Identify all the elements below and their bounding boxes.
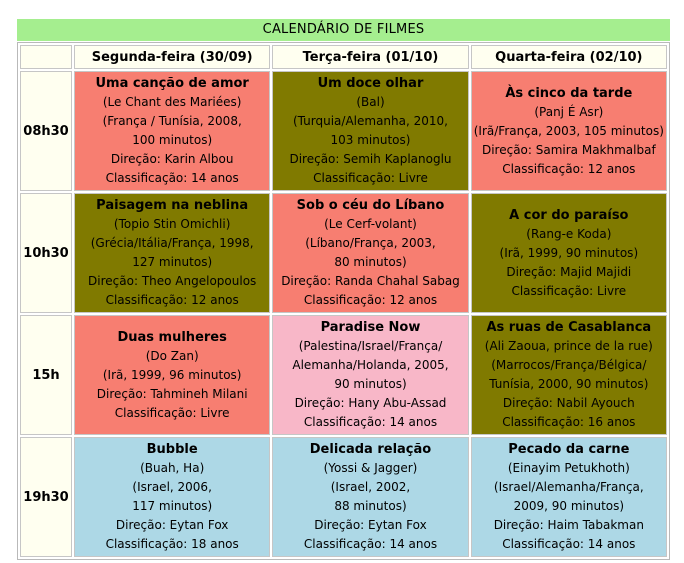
film-title: Um doce olhar (317, 76, 424, 91)
time-slot: 10h30 (20, 193, 72, 313)
film-cell (471, 193, 667, 313)
film-detail: 2009, 90 minutos) (513, 499, 625, 513)
film-detail: (Buah, Ha) (140, 461, 205, 475)
film-cell (272, 437, 468, 557)
film-detail: (Ali Zaoua, prince de la rue) (484, 339, 653, 353)
film-detail: Classificação: 18 anos (105, 537, 239, 551)
film-detail: Classificação: Livre (511, 283, 627, 298)
film-title: Paradise Now (320, 320, 421, 335)
film-detail: Tunísia, 2000, 90 minutos) (489, 377, 649, 391)
film-detail: (Einayim Petukhoth) (507, 461, 630, 475)
film-detail: Classificação: 14 anos (303, 537, 438, 551)
film-detail: (Israel, 2002, (330, 480, 411, 494)
film-title: Bubble (146, 442, 198, 457)
calendar-title: CALENDÁRIO DE FILMES (17, 19, 670, 41)
film-detail: Classificação: 14 anos (303, 415, 438, 429)
film-detail: (Irã/França, 2003, 105 minutos) (473, 123, 664, 138)
film-detail: (Topio Stin Omichli) (113, 217, 231, 231)
film-detail: Direção: Samira Makhmalbaf (481, 142, 656, 157)
film-detail: 88 minutos) (334, 499, 407, 513)
film-detail: (Líbano/França, 2003, (305, 236, 436, 250)
film-detail: (Irã, 1999, 90 minutos) (499, 245, 639, 260)
film-detail: (Le Cerf-volant) (324, 217, 417, 231)
time-slot: 19h30 (20, 437, 72, 557)
film-title: Paisagem na neblina (96, 198, 249, 213)
film-cell (74, 193, 270, 313)
film-detail: 80 minutos) (334, 255, 407, 269)
film-detail: Classificação: 12 anos (502, 161, 636, 176)
film-detail: 90 minutos) (334, 377, 407, 391)
film-detail: Alemanha/Holanda, 2005, (292, 358, 449, 372)
film-detail: (Israel/Alemanha/França, (493, 480, 644, 494)
time-row (20, 437, 667, 557)
time-row (20, 71, 667, 191)
film-detail: (Grécia/Itália/França, 1998, (90, 236, 254, 250)
film-detail: Direção: Nabil Ayouch (502, 396, 635, 410)
film-title: Delicada relação (309, 442, 432, 457)
film-detail: Direção: Tahmineh Milani (96, 386, 248, 401)
film-cell (471, 315, 667, 435)
film-detail: 100 minutos) (132, 133, 213, 147)
film-detail: Direção: Eytan Fox (115, 518, 229, 532)
film-detail: (Irã, 1999, 96 minutos) (102, 367, 242, 382)
film-detail: Direção: Semih Kaplanoglu (289, 152, 452, 166)
time-row (20, 315, 667, 435)
film-title: A cor do paraíso (509, 207, 629, 223)
header-row (20, 45, 667, 69)
day-header: Segunda-feira (30/09) (74, 45, 270, 69)
film-detail: Direção: Theo Angelopoulos (88, 274, 257, 288)
film-detail: Direção: Randa Chahal Sabag (281, 274, 460, 288)
time-slot: 08h30 (20, 71, 72, 191)
film-detail: Direção: Hany Abu-Assad (294, 396, 447, 410)
day-header: Terça-feira (01/10) (272, 45, 468, 69)
film-detail: (Panj É Asr) (534, 104, 604, 119)
film-title: Sob o céu do Líbano (296, 198, 445, 213)
film-cell (272, 315, 468, 435)
film-title: Pecado da carne (508, 442, 630, 457)
film-title: Uma canção de amor (95, 76, 249, 91)
film-detail: (Turquia/Alemanha, 2010, (292, 114, 448, 128)
film-cell (272, 71, 468, 191)
time-slot: 15h (20, 315, 72, 435)
film-title: As ruas de Casablanca (486, 320, 652, 335)
film-detail: Classificação: 12 anos (105, 293, 239, 307)
film-detail: 103 minutos) (330, 133, 411, 147)
film-cell (272, 193, 468, 313)
film-detail: Direção: Eytan Fox (314, 518, 427, 532)
schedule-body (20, 71, 667, 557)
film-detail: (França / Tunísia, 2008, (102, 114, 242, 128)
film-title: Duas mulheres (117, 329, 227, 345)
film-detail: (Israel, 2006, (132, 480, 212, 494)
corner-cell (20, 45, 72, 69)
film-detail: (Rang-e Koda) (526, 226, 612, 241)
film-detail: 117 minutos) (132, 499, 213, 513)
film-detail: (Do Zan) (145, 348, 199, 363)
film-detail: (Yossi & Jagger) (323, 461, 418, 475)
film-detail: Direção: Haim Tabakman (493, 518, 644, 532)
schedule-table (17, 42, 670, 560)
film-detail: Direção: Karin Albou (110, 152, 234, 166)
film-detail: 127 minutos) (132, 255, 213, 269)
film-title: Às cinco da tarde (505, 85, 633, 101)
film-cell (471, 437, 667, 557)
film-detail: Direção: Majid Majidi (506, 264, 632, 279)
film-cell (74, 437, 270, 557)
film-cell (471, 71, 667, 191)
film-detail: Classificação: 14 anos (105, 171, 239, 185)
film-detail: Classificação: Livre (114, 405, 230, 420)
film-cell (74, 71, 270, 191)
film-detail: Classificação: Livre (313, 171, 428, 185)
calendar (17, 19, 670, 560)
day-header: Quarta-feira (02/10) (471, 45, 667, 69)
film-detail: (Marrocos/França/Bélgica/ (491, 358, 647, 372)
film-detail: (Bal) (356, 95, 385, 109)
film-detail: Classificação: 14 anos (502, 537, 636, 551)
film-detail: (Le Chant des Mariées) (102, 95, 242, 109)
time-row (20, 193, 667, 313)
film-cell (74, 315, 270, 435)
film-detail: Classificação: 16 anos (502, 415, 636, 429)
footer-link[interactable] (0, 551, 684, 563)
film-detail: Classificação: 12 anos (303, 293, 438, 307)
film-detail: (Palestina/Israel/França/ (298, 339, 443, 353)
